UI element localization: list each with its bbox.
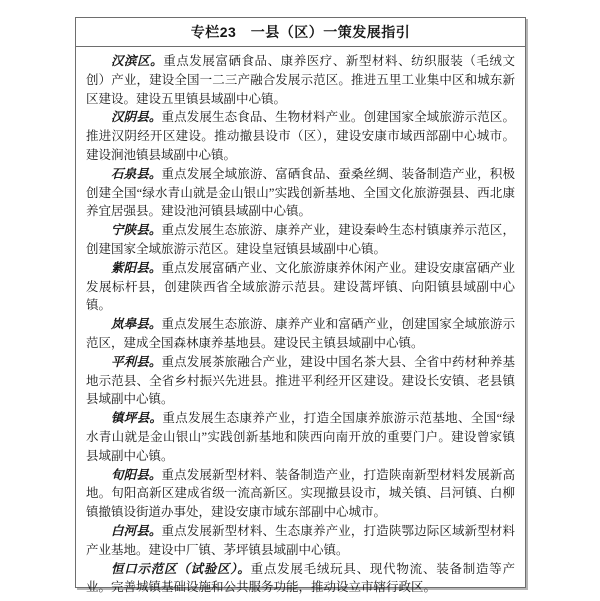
county-entry [86,353,515,409]
panel-body [76,47,525,597]
county-text: 重点发展生态康养产业，打造全国康养旅游示范基地、全国“绿水青山就是金山银山”实践创新基地和陕西向南开放的重要门户。建设曾家镇县域副中心镇。 [86,411,515,463]
county-text: 重点发展毛绒玩具、现代物流、装备制造等产业。完善城镇基础设施和公共服务功能，推动设立市辖行政区。 [86,561,515,595]
county-text: 重点发展生态旅游、康养产业，建设秦岭生态村镇康养示范区，创建国家全域旅游示范区。建设皇冠镇县域副中心镇。 [86,223,515,256]
county-name: 平利县。 [111,354,162,369]
county-name: 宁陕县。 [111,223,162,238]
county-entry [86,466,515,522]
county-name: 旬阳县。 [111,467,162,482]
county-entry [86,315,515,353]
county-name: 汉滨区。 [111,54,164,68]
county-entry [86,108,515,164]
policy-panel [75,17,526,595]
county-text: 重点发展富硒产业、文化旅游康养休闲产业。建设安康富硒产业发展标杆县，创建陕西省全域旅游示范县。建设蒿坪镇、向阳镇县域副中心镇。 [86,260,515,313]
county-text: 重点发展富硒食品、康养医疗、新型材料、纺织服装（毛绒文创）产业，建设全国一二三产融合发展示范区。推进五里工业集中区和城东新区建设。建设五里镇县域副中心镇。 [86,54,515,106]
county-text: 重点发展生态食品、生物材料产业。创建国家全域旅游示范区。推进汉阴经开区建设。推动撤县设市（区），建设安康市域西部副中心城市。建设涧池镇县域副中心镇。 [86,110,515,162]
county-text: 重点发展生态旅游、康养产业和富硒产业，创建国家全域旅游示范区，建成全国森林康养基地县。建设民主镇县域副中心镇。 [86,317,515,350]
county-entry [86,522,515,560]
county-entry [86,259,515,315]
county-name: 岚皋县。 [111,317,162,332]
county-text: 重点发展新型材料、装备制造产业，打造陕南新型材料发展新高地。旬阳高新区建成省级一流高新区。实现撤县设市，城关镇、吕河镇、白柳镇撤镇设街道办事处，建设安康市域东部副中心城市。 [86,467,515,520]
county-name: 汉阴县。 [111,110,162,125]
county-text: 重点发展新型材料、生态康养产业，打造陕鄂边际区域新型材料产业基地。建设中厂镇、茅坪镇县域副中心镇。 [86,523,515,557]
panel-title: 专栏23 一县（区）一策发展指引 [76,18,525,47]
county-text: 重点发展茶旅融合产业，建设中国名茶大县、全省中药材种养基地示范县、全省乡村振兴先进县。推进平利经开区建设。建设长安镇、老县镇县域副中心镇。 [86,354,515,407]
county-text: 重点发展全域旅游、富硒食品、蚕桑丝绸、装备制造产业，积极创建全国“绿水青山就是金山银山”实践创新基地、全国文化旅游强县、西北康养宜居强县。建设池河镇县域副中心镇。 [86,166,515,219]
county-entry [86,221,515,259]
county-entry [86,409,515,465]
county-entry [86,165,515,221]
county-name: 石泉县。 [111,166,162,181]
county-entry [86,52,515,108]
county-name: 恒口示范区（试验区）。 [111,561,251,576]
county-name: 镇坪县。 [111,411,163,426]
county-name: 紫阳县。 [111,260,162,275]
county-entry [86,560,515,598]
county-name: 白河县。 [111,523,162,538]
